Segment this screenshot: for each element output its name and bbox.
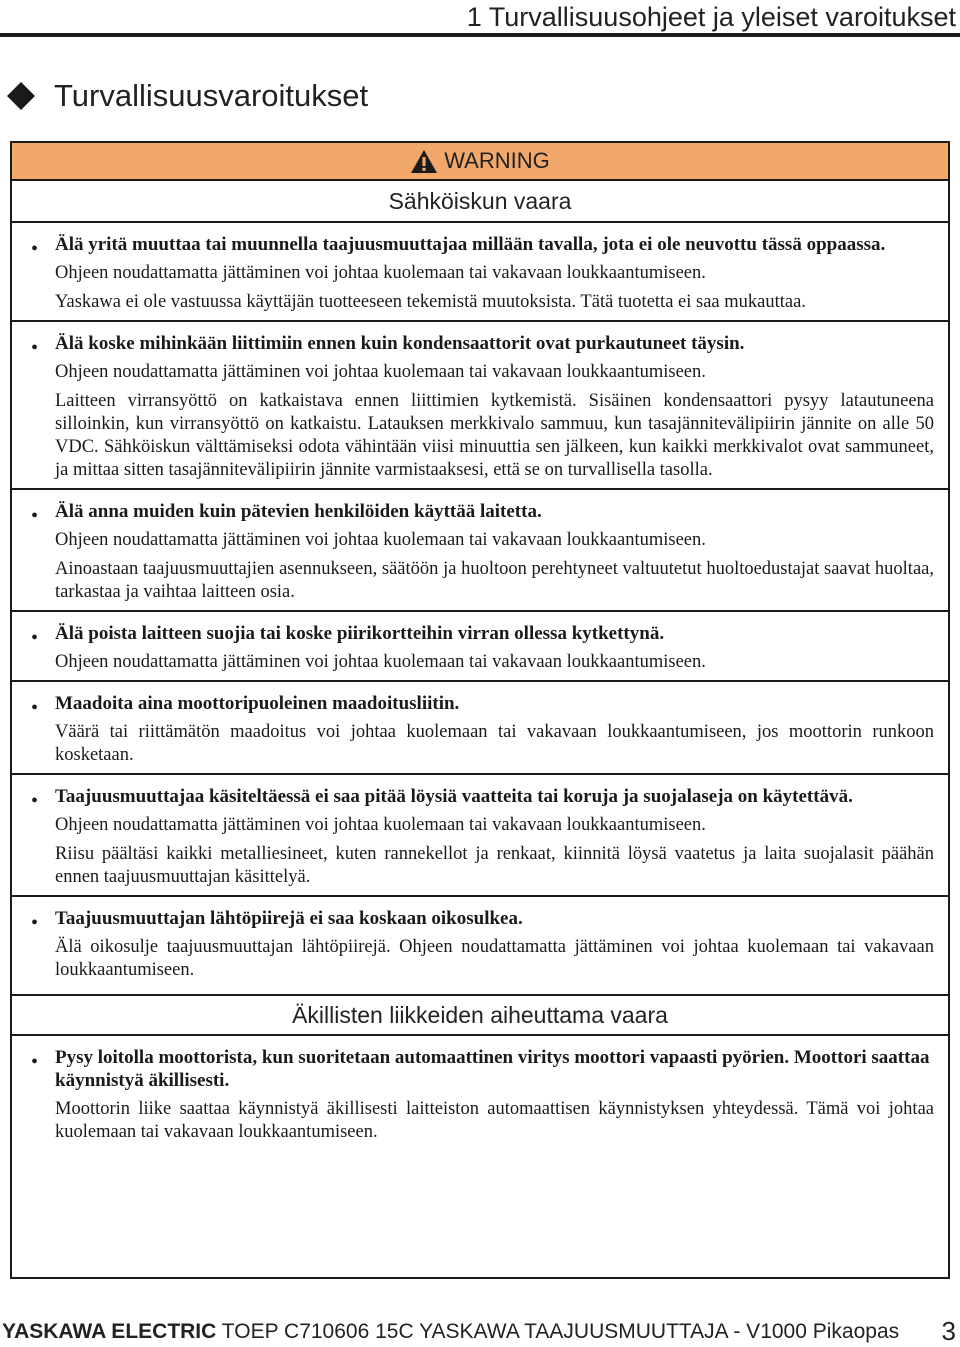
warning-item	[12, 775, 948, 897]
diamond-icon	[6, 81, 36, 111]
footer-brand: YASKAWA ELECTRIC	[2, 1320, 217, 1343]
warning-item-text: Moottorin liike saattaa käynnistyä äkillisesti laitteiston automaattisen käynnistyksen yhteydessä. Tämä voi johtaa kuolemaan tai vakavaan loukkaantumiseen.	[55, 1099, 934, 1142]
warning-item-title: Älä anna muiden kuin pätevien henkilöiden käyttää laitetta.	[55, 501, 542, 522]
hazard-items-sudden-movement	[12, 1036, 948, 1150]
warning-item-title: Maadoita aina moottoripuoleinen maadoitusliitin.	[55, 693, 460, 714]
page-number: 3	[941, 1316, 956, 1346]
warning-triangle-icon	[410, 149, 438, 174]
bullet-icon: •	[31, 337, 39, 359]
warning-item	[12, 1036, 948, 1150]
footer-doc: TOEP C710606 15C YASKAWA TAAJUUSMUUTTAJA - V1000 Pikaopas	[221, 1320, 900, 1343]
warning-item-title: Älä poista laitteen suojia tai koske piirikortteihin virran ollessa kytkettynä.	[55, 623, 665, 644]
warning-item	[12, 490, 948, 612]
warning-box	[10, 141, 950, 1279]
section-heading	[6, 78, 368, 114]
warning-item-text: Riisu päältäsi kaikki metalliesineet, kuten rannekellot ja renkaat, kiinnitä löysä vaatetus ja laita suojalasit päähän ennen taajuusmuuttajan käsittelyä.	[55, 844, 934, 887]
warning-item-text: Ohjeen noudattamatta jättäminen voi johtaa kuolemaan tai vakavaan loukkaantumiseen.	[55, 362, 706, 382]
bullet-icon: •	[31, 697, 39, 719]
section-title: Turvallisuusvaroitukset	[54, 78, 369, 113]
warning-item-title: Taajuusmuuttajan lähtöpiirejä ei saa koskaan oikosulkea.	[55, 908, 523, 929]
bullet-icon: •	[31, 238, 39, 260]
warning-item-text: Ohjeen noudattamatta jättäminen voi johtaa kuolemaan tai vakavaan loukkaantumiseen.	[55, 263, 706, 283]
warning-item-title: Älä yritä muuttaa tai muunnella taajuusmuuttajaa millään tavalla, jota ei ole neuvottu tässä oppaassa.	[55, 234, 886, 255]
warning-item	[12, 223, 948, 322]
warning-item-text: Yaskawa ei ole vastuussa käyttäjän tuotteeseen tekemistä muutoksista. Tätä tuotetta ei saa mukauttaa.	[55, 292, 806, 312]
warning-item	[12, 682, 948, 775]
warning-item-text: Ohjeen noudattamatta jättäminen voi johtaa kuolemaan tai vakavaan loukkaantumiseen.	[55, 530, 706, 550]
warning-item-title: Älä koske mihinkään liittimiin ennen kuin kondensaattorit ovat purkautuneet täysin.	[55, 333, 745, 354]
bullet-icon: •	[31, 790, 39, 812]
warning-item-text: Laitteen virransyöttö on katkaistava ennen liittimien kytkemistä. Sisäinen kondensaattori pysyy latautuneena silloinkin, kun virransyöttö on katkaistu. Latauksen merkkivalo sammuu, kun tasajännitevälipiirin jännite on alle 50 VDC. Sähköiskun välttämiseksi odota vähintään viisi minuuttia sen jälkeen, kun kaikki merkkivalot ovat sammuneet, ja mittaa sitten tasajännitevälipiirin jännite varmistaaksesi, että se on turvallisella tasolla.	[55, 391, 934, 480]
warning-item-text: Älä oikosulje taajuusmuuttajan lähtöpiirejä. Ohjeen noudattamatta jättäminen voi johtaa kuolemaan tai vakavaan loukkaantumiseen.	[55, 937, 934, 980]
footer-text	[2, 1320, 899, 1347]
bullet-icon: •	[31, 912, 39, 934]
bullet-icon: •	[31, 627, 39, 649]
warning-item-text: Ohjeen noudattamatta jättäminen voi johtaa kuolemaan tai vakavaan loukkaantumiseen.	[55, 815, 706, 835]
warning-item-title: Taajuusmuuttajaa käsiteltäessä ei saa pitää löysiä vaatteita tai koruja ja suojalaseja on käytettävä.	[55, 786, 853, 807]
header-rule	[0, 33, 960, 37]
warning-label: WARNING	[444, 148, 550, 173]
warning-item-text: Väärä tai riittämätön maadoitus voi johtaa kuolemaan tai vakavaan loukkaantumiseen, jos moottorin runkoon kosketaan.	[55, 722, 934, 765]
warning-item-text: Ainoastaan taajuusmuuttajien asennukseen, säätöön ja huoltoon perehtyneet valtuutetut huoltoedustajat saavat huoltaa, tarkastaa ja vaihtaa laitteen osia.	[55, 559, 934, 602]
page-footer	[2, 1316, 956, 1347]
warning-banner	[12, 143, 948, 181]
warning-item	[12, 612, 948, 682]
warning-item-text: Ohjeen noudattamatta jättäminen voi johtaa kuolemaan tai vakavaan loukkaantumiseen.	[55, 652, 706, 672]
hazard-items-electric-shock	[12, 223, 948, 988]
warning-item	[12, 322, 948, 490]
warning-item	[12, 897, 948, 988]
bullet-icon: •	[31, 505, 39, 527]
hazard-title-sudden-movement: Äkillisten liikkeiden aiheuttama vaara	[12, 994, 948, 1036]
page-header-title: 1 Turvallisuusohjeet ja yleiset varoitukset	[466, 2, 956, 32]
hazard-title-electric-shock: Sähköiskun vaara	[12, 181, 948, 223]
bullet-icon: •	[31, 1051, 39, 1073]
warning-item-title: Pysy loitolla moottorista, kun suoritetaan automaattinen viritys moottori vapaasti pyörien. Moottori saattaa käynnistyä äkillisesti.	[55, 1047, 930, 1091]
